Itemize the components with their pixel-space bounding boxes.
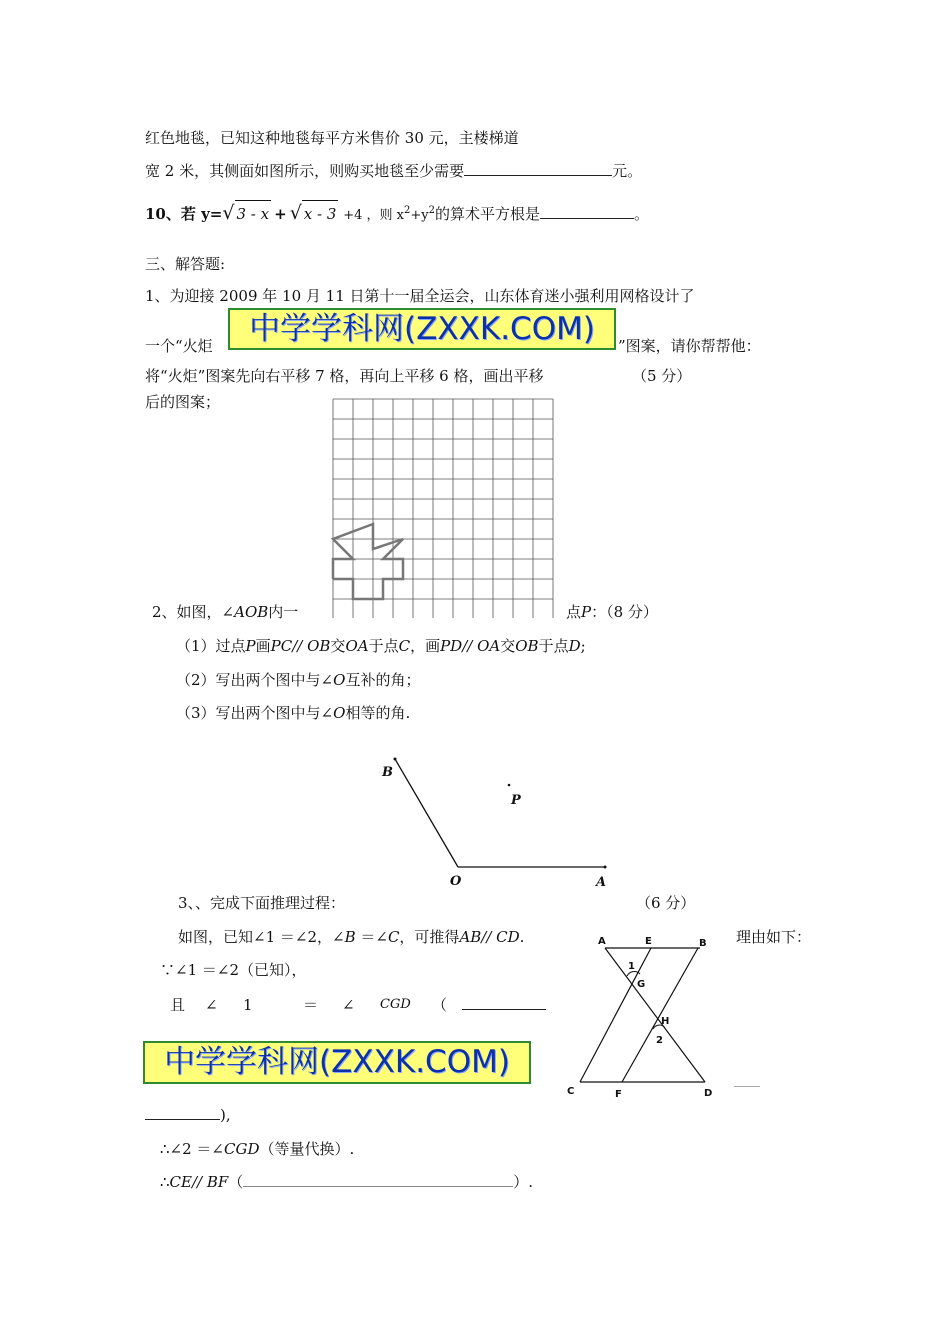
point-a [604, 866, 607, 869]
p2-intro-score: ：（8 分） [591, 603, 658, 621]
p3-step4 [160, 1139, 354, 1159]
label-b: B [382, 765, 393, 780]
q10-answer-blank[interactable] [540, 204, 634, 219]
q9-line1: 红色地毯，已知这种地毯每平方米售价 30 元，主楼梯道 [145, 129, 519, 147]
p1-line2-end: ”图案，请你帮帮他： [618, 337, 761, 355]
p3-given-e: ，可推得 [399, 928, 460, 946]
torch-grid-figure [328, 398, 554, 618]
q10-end: 。 [633, 205, 649, 223]
p3-step2-and: 且 [170, 996, 186, 1014]
label-1: 1 [628, 961, 635, 972]
p2-intro-point: 点 [566, 603, 582, 621]
sqrt-icon: √ [289, 202, 302, 224]
label-f: F [615, 1089, 622, 1100]
p2-s1-g: 于点 [538, 637, 569, 655]
p3-step2-cgd: CGD [380, 997, 411, 1012]
q10-label: 10、若 y= [145, 205, 223, 223]
q10-plus: + [274, 205, 287, 223]
label-g: G [637, 979, 646, 990]
grid-lines [333, 399, 553, 618]
p2-step2 [176, 670, 420, 690]
p3-step4-b: CGD [224, 1140, 260, 1158]
p2-s1-pc: PC// OB [270, 637, 331, 655]
p3-step3 [145, 1105, 231, 1125]
p3-step2-angle2: ∠ [342, 996, 355, 1014]
p3-given-a: 如图，已知∠1 ＝∠2，∠ [178, 928, 345, 946]
p3-given-f: AB// CD [459, 928, 520, 946]
parallel-lines-figure [560, 928, 730, 1100]
p3-step3-end: ), [220, 1106, 231, 1124]
ray-ob [395, 759, 458, 867]
label-a: A [596, 875, 607, 890]
p3-title: 3、、完成下面推理过程： [178, 894, 346, 912]
label-h: H [661, 1016, 670, 1027]
p2-s1-pd: PD// OA [440, 637, 501, 655]
label-d: D [704, 1088, 713, 1099]
p3-given-b: B [344, 928, 356, 946]
p2-step1 [176, 636, 586, 656]
p2-s1-h: ; [580, 637, 586, 655]
section-title: 三、解答题: [145, 255, 226, 273]
point-p [508, 784, 511, 787]
p3-step2-paren: （ [432, 996, 448, 1014]
label-c: C [567, 1086, 575, 1097]
q9-line2 [145, 161, 642, 181]
p2-s2-b: 互补的角； [345, 671, 421, 689]
p2-s1-oa: OA [345, 637, 369, 655]
label-b: B [699, 938, 707, 949]
angle-aob-figure [370, 750, 620, 890]
p2-s1-c: 交 [330, 637, 346, 655]
label-o: O [450, 874, 462, 889]
q10-tail2: +y [410, 208, 429, 223]
label-e: E [645, 936, 652, 947]
p1-line2-start: 一个“火炬 [145, 337, 213, 355]
p2-s3-b: 相等的角. [345, 704, 411, 722]
p2-intro-mid: 内一 [268, 603, 299, 621]
p2-s1-p: P [245, 637, 256, 655]
p3-given-d: C [387, 928, 400, 946]
label-2: 2 [656, 1035, 663, 1046]
p3-step4-c: （等量代换）. [259, 1140, 355, 1158]
p2-s1-cpt: C [398, 637, 411, 655]
p2-s3-a: （3）写出两个图中与∠ [176, 704, 334, 722]
p2-s1-e: ，画 [410, 637, 441, 655]
p2-intro-right [566, 602, 658, 622]
point-b [394, 758, 397, 761]
p3-step5-b: CE// BF [169, 1173, 229, 1191]
q10-sup2: 2 [428, 205, 435, 216]
q10-line [145, 198, 649, 229]
p3-given-c: ＝∠ [355, 928, 388, 946]
p3-step2-eq: ＝ [303, 996, 319, 1014]
p3-step4-a: ∴∠2 ＝∠ [160, 1140, 224, 1158]
p3-reason: 理由如下： [736, 928, 812, 946]
p3-step1: ∵∠1 ＝∠2（已知）， [160, 961, 307, 979]
p1-score: （5 分） [632, 367, 692, 385]
p2-s2-o: O [333, 671, 346, 689]
p2-s3-o: O [333, 704, 346, 722]
p3-blank1-c[interactable] [145, 1105, 220, 1120]
p3-blank1-a[interactable] [462, 995, 546, 1015]
p2-intro-aob: AOB [234, 603, 269, 621]
p3-step5-d: ）. [513, 1173, 534, 1191]
q10-tail3: 的算术平方根是 [434, 205, 540, 223]
torch-shape [333, 524, 403, 599]
p1-line3: 将“火炬”图案先向右平移 7 格，再向上平移 6 格，画出平移 [145, 367, 544, 385]
p2-s2-a: （2）写出两个图中与∠ [176, 671, 334, 689]
p2-intro-start: 2、如图，∠ [152, 603, 235, 621]
p2-s1-ob: OB [515, 637, 539, 655]
p3-step5-a: ∴ [160, 1173, 170, 1191]
p3-step5 [160, 1172, 533, 1192]
sqrt-icon: √ [222, 202, 235, 224]
label-a: A [598, 936, 606, 947]
p1-line4: 后的图案； [145, 393, 221, 411]
p3-given [178, 927, 524, 947]
p3-step2-one: 1 [243, 996, 253, 1014]
line-ad [605, 948, 705, 1082]
q10-radicand-2: x - 3 [302, 200, 339, 227]
p1-line1: 1、为迎接 2009 年 10 月 11 日第十一届全运会，山东体育迷小强利用网格设计了 [145, 287, 695, 305]
p2-s1-d: 于点 [368, 637, 399, 655]
q10-sup1: 2 [403, 205, 411, 216]
q10-tail: +4 ，则 x [343, 208, 404, 223]
p2-s1-b: 画 [255, 637, 271, 655]
q9-answer-blank[interactable] [464, 161, 612, 176]
watermark-banner-1: 中学学科网(ZXXK.COM) [228, 308, 616, 350]
p2-s1-dpt: D [568, 637, 581, 655]
p2-s1-a: （1）过点 [176, 637, 246, 655]
q9-line2-end: 元。 [612, 162, 643, 180]
p2-intro [152, 602, 298, 622]
p3-blank1-b[interactable] [734, 1072, 760, 1092]
p2-s1-f: 交 [500, 637, 516, 655]
p3-step2-angle1: ∠ [205, 996, 218, 1014]
p2-step3 [176, 703, 410, 723]
line-ce [580, 948, 651, 1082]
q9-line2-text: 宽 2 米，其侧面如图所示，则购买地毯至少需要 [145, 162, 465, 180]
angle-1-arc [627, 972, 640, 976]
label-p: P [511, 793, 521, 808]
p3-given-g: . [519, 928, 525, 946]
p3-step5-c: （ [228, 1173, 244, 1191]
p3-score: （6 分） [636, 894, 696, 912]
p3-blank2[interactable] [243, 1172, 513, 1187]
q10-radicand-1: 3 - x [235, 200, 272, 227]
watermark-banner-2: 中学学科网(ZXXK.COM) [143, 1041, 531, 1084]
p2-intro-p: P [581, 603, 592, 621]
